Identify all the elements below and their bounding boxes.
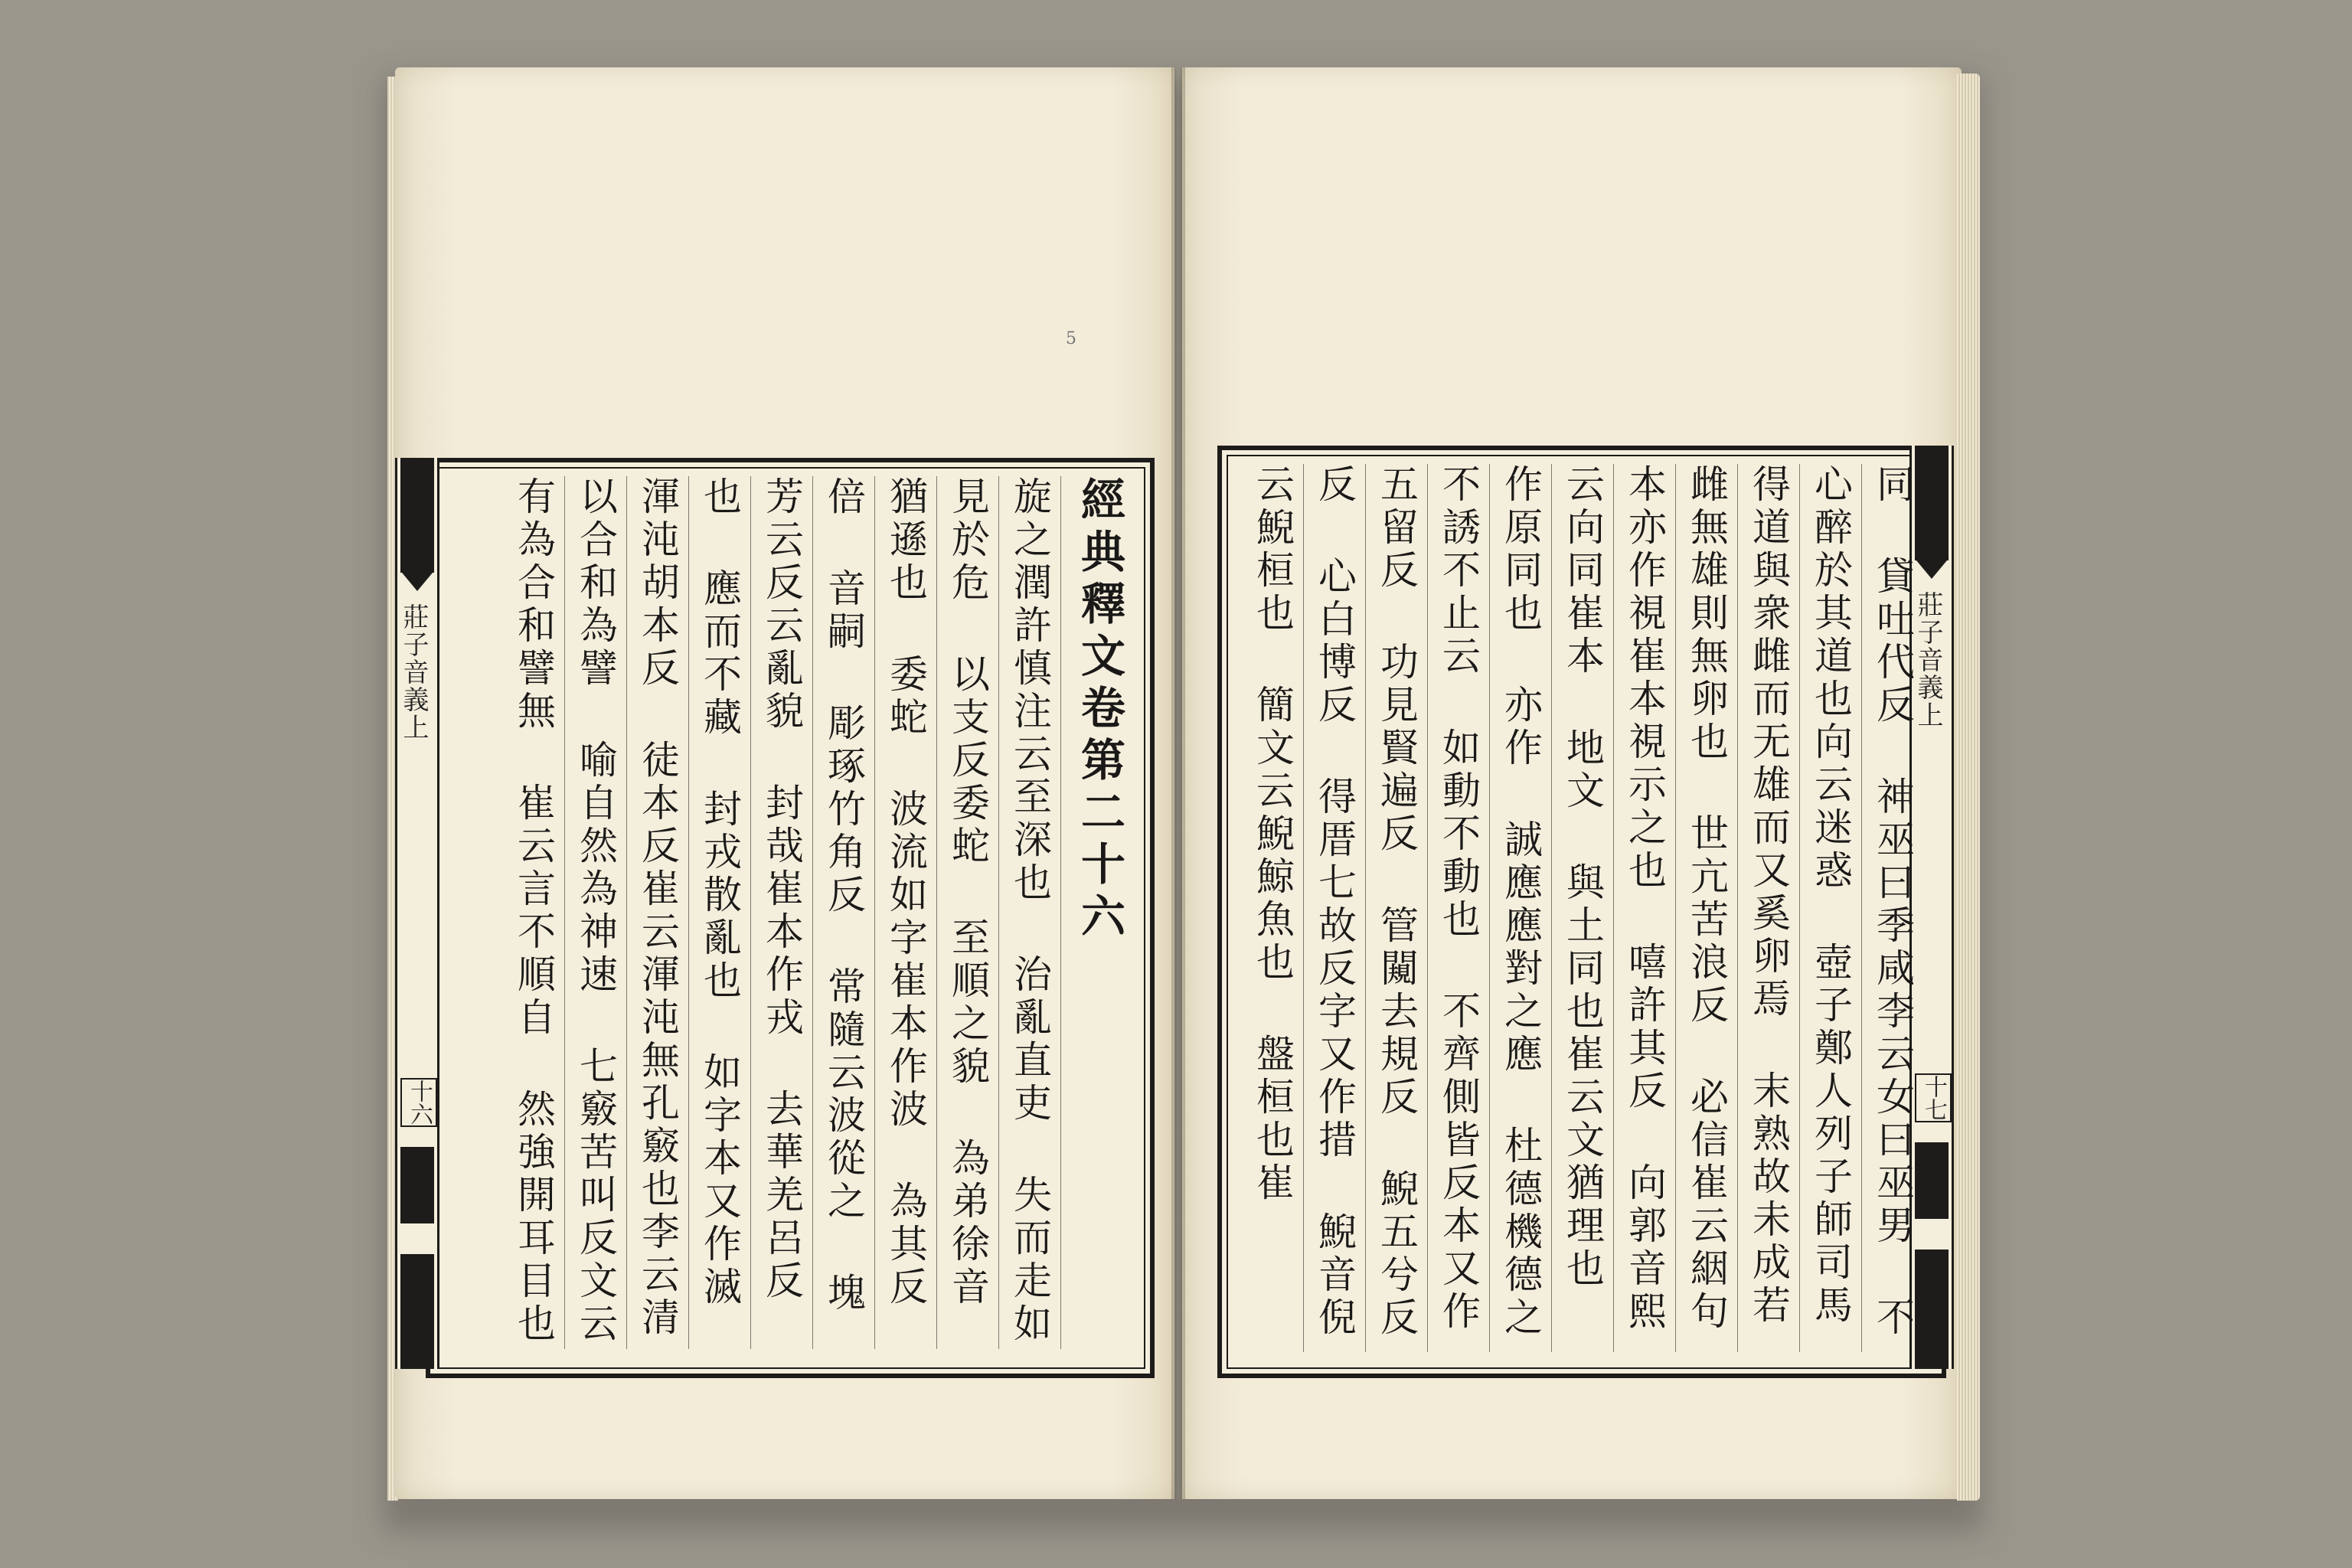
right-column-9: 五留反 功見賢遍反 管闚去規反 鯢五兮反: [1365, 464, 1427, 1352]
left-banxin-title: 莊子音義上: [398, 603, 429, 741]
margin-mark: 5: [1066, 329, 1076, 348]
right-column-7: 作原同也 亦作 誠應應對之應 杜德機德之: [1489, 464, 1551, 1352]
left-folio: 十六: [400, 1078, 437, 1127]
left-banxin-black-mouth-top: [400, 458, 434, 573]
left-column-7: 渾沌胡本反 徒本反崔云渾沌無孔竅也李云清: [626, 476, 688, 1349]
left-fishtail-icon: [402, 573, 433, 593]
right-column-6: 云向同崔本 地文 與土同也崔云文猶理也: [1551, 464, 1613, 1352]
right-column-1: 同 貸吐代反 神巫曰季咸李云女曰巫男 不: [1861, 464, 1923, 1352]
left-banxin-black-mouth-foot: [400, 1254, 434, 1369]
right-column-8: 不誘不止云 如動不動也 不齊側皆反本又作: [1427, 464, 1489, 1352]
right-column-3: 得道與衆雌而无雄而又奚卵焉 末熟故未成若: [1737, 464, 1799, 1352]
left-column-3: 猶遜也 委蛇 波流如字崔本作波 為其反: [874, 476, 936, 1349]
left-banxin: [395, 458, 439, 1369]
right-column-11: 云鯢桓也 簡文云鯢鯨魚也 盤桓也崔: [1250, 464, 1295, 1205]
right-banxin-title: 莊子音義上: [1913, 591, 1943, 729]
right-page-edges: [1957, 74, 1980, 1501]
left-column-6: 也 應而不藏 封戎散亂也 如字本又作滅: [688, 476, 750, 1349]
volume-title: 經典釋文卷第二十六: [1060, 476, 1130, 1349]
right-column-10: 反 心白博反 得厝七故反字又作措 鯢音倪: [1303, 464, 1365, 1352]
right-folio: 十七: [1915, 1073, 1952, 1122]
left-column-2: 見於危 以支反委蛇 至順之貌 為弟徐音: [936, 476, 998, 1349]
left-column-5: 芳云反云亂貌 封哉崔本作戎 去華羌呂反: [750, 476, 812, 1349]
left-column-1: 旋之潤許慎注云至深也 治亂直吏 失而走如: [998, 476, 1060, 1349]
left-column-9: 有為合和譬無 崔云言不順自 然強開耳目也: [511, 476, 556, 1346]
right-column-5: 本亦作視崔本視示之也 嘻許其反 向郭音熙: [1613, 464, 1675, 1352]
right-text-block: [1234, 464, 1923, 1352]
left-text-block: [449, 476, 1130, 1349]
left-column-4: 倍 音嗣 彫琢竹角反 常隨云波從之 塊: [812, 476, 874, 1349]
book-gutter: [1171, 67, 1185, 1499]
right-column-4: 雌無雄則無卵也 世亢苦浪反 必信崔云絪句: [1675, 464, 1737, 1352]
left-column-8: 以合和為譬 喻自然為神速 七竅苦叫反文云: [564, 476, 626, 1349]
left-banxin-black-mouth-bottom: [400, 1147, 434, 1223]
right-column-2: 心醉於其道也向云迷惑 壺子鄭人列子師司馬: [1799, 464, 1861, 1352]
